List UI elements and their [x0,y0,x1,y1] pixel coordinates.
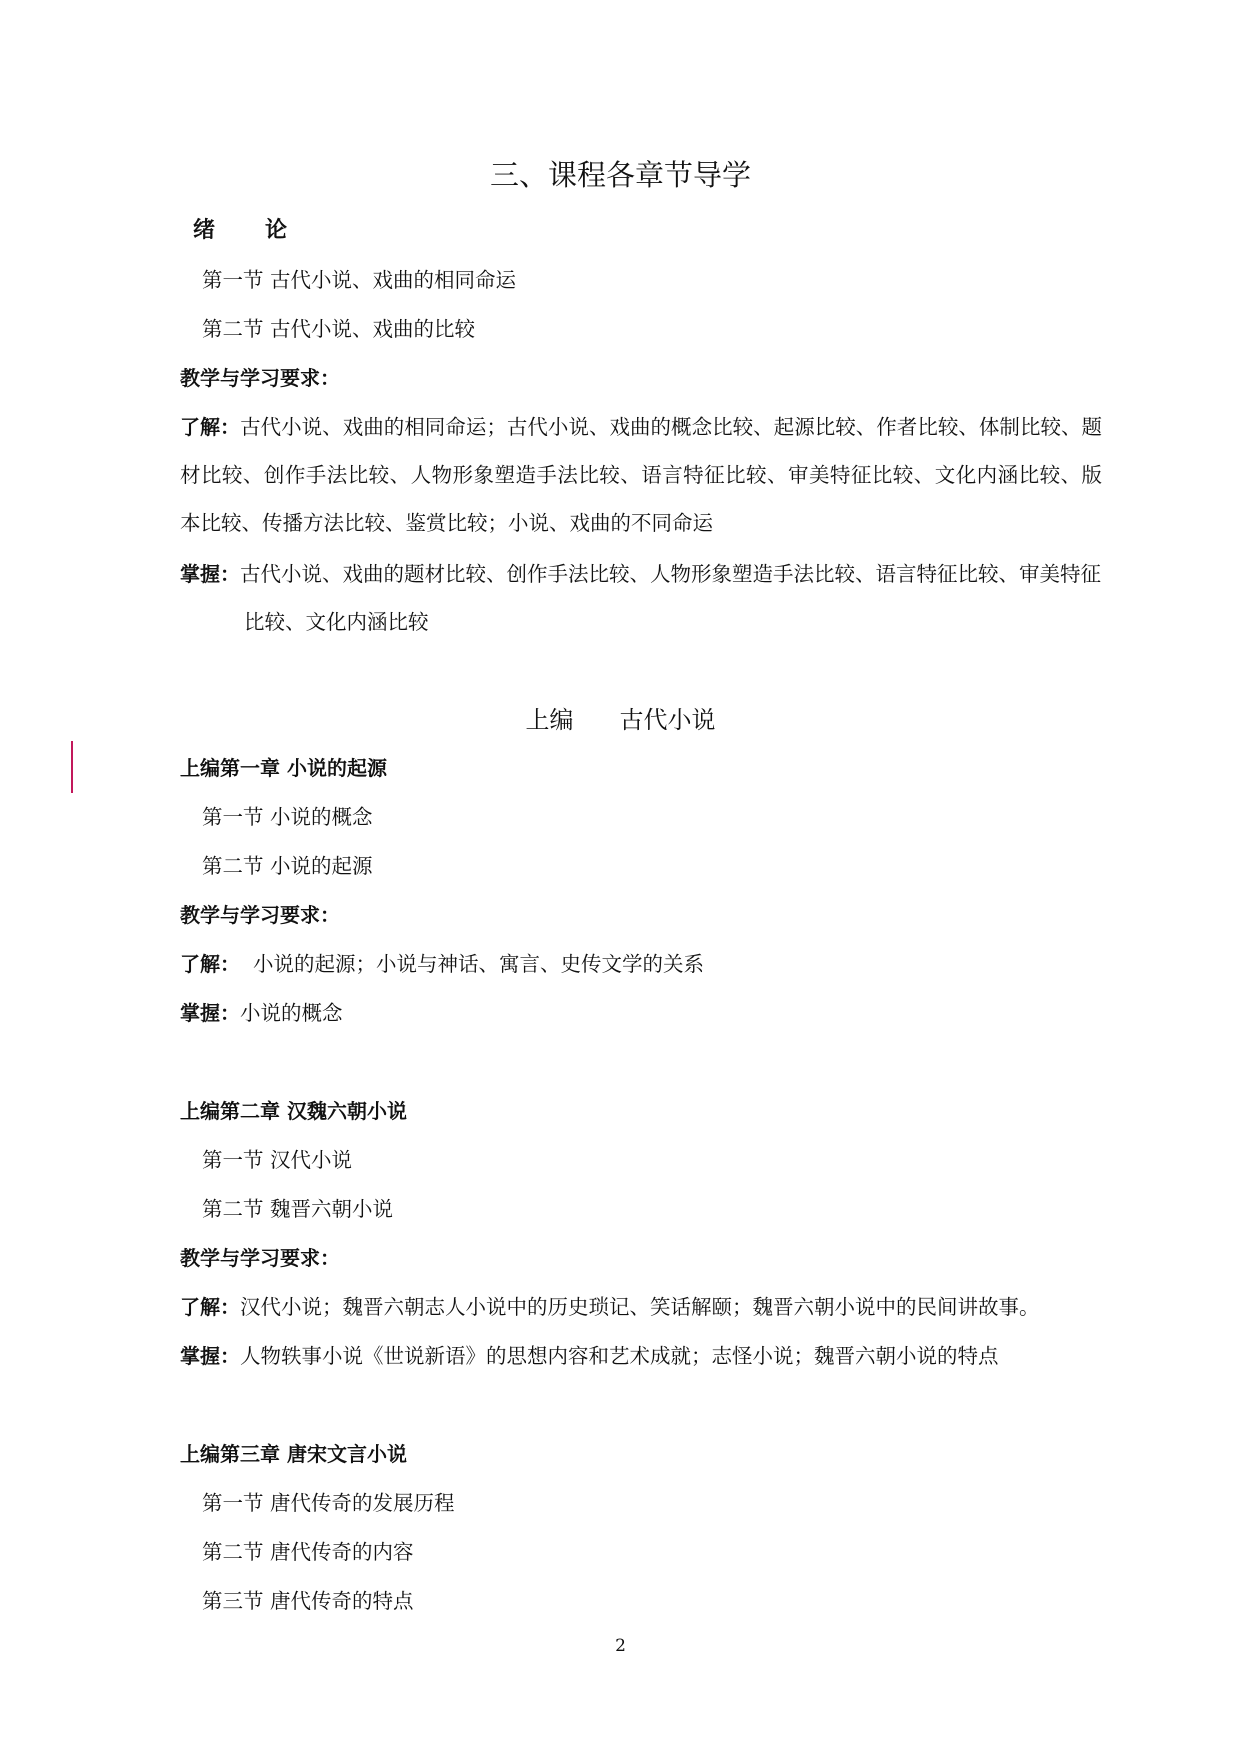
part-heading [0,705,1241,735]
page-title: 三、课程各章节导学 [489,158,751,192]
master-label: 掌握： [180,1001,240,1025]
chapter2-title: 上编第二章 汉魏六朝小说 [180,1099,407,1123]
understand-label: 了解： [180,952,240,976]
chapter2-understand [180,1294,1040,1320]
chapter3-section-3: 第三节 唐代传奇的特点 [202,1589,414,1613]
intro-requirements-label: 教学与学习要求： [180,366,340,390]
master-text: 小说的概念 [240,1001,343,1025]
margin-marker [71,741,73,793]
chapter3-section-2: 第二节 唐代传奇的内容 [202,1540,414,1564]
intro-section-1: 第一节 古代小说、戏曲的相同命运 [202,268,517,292]
chapter2-section-2: 第二节 魏晋六朝小说 [202,1197,394,1221]
understand-text: 古代小说、戏曲的相同命运；古代小说、戏曲的概念比较、起源比较、作者比较、体制比较、题材比较、创作手法比较、人物形象塑造手法比较、语言特征比较、审美特征比较、文化内涵比较、版本比较、传播方法比较、鉴赏比较；小说、戏曲的不同命运 [180,415,1103,535]
master-label: 掌握： [180,1344,240,1368]
understand-label: 了解： [180,1295,240,1319]
page-number: 2 [615,1636,626,1656]
master-text: 人物轶事小说《世说新语》的思想内容和艺术成就；志怪小说；魏晋六朝小说的特点 [240,1344,999,1368]
understand-label: 了解： [180,415,241,439]
understand-text: 小说的起源；小说与神话、寓言、史传文学的关系 [240,952,705,976]
intro-section-2: 第二节 古代小说、戏曲的比较 [202,317,476,341]
chapter1-understand [180,951,704,977]
chapter1-title: 上编第一章 小说的起源 [180,756,387,780]
intro-heading [193,218,287,244]
chapter1-section-2: 第二节 小说的起源 [202,854,373,878]
chapter3-section-1: 第一节 唐代传奇的发展历程 [202,1491,455,1515]
chapter2-master [180,1343,999,1369]
intro-heading-b: 论 [265,218,288,243]
intro-heading-a: 绪 [193,218,216,243]
chapter1-requirements-label: 教学与学习要求： [180,903,340,927]
part-title: 古代小说 [619,706,716,734]
master-label: 掌握： [180,562,240,586]
understand-text: 汉代小说；魏晋六朝志人小说中的历史琐记、笑话解颐；魏晋六朝小说中的民间讲故事。 [240,1295,1040,1319]
chapter1-master [180,1000,343,1026]
chapter3-title: 上编第三章 唐宋文言小说 [180,1442,407,1466]
intro-master-paragraph [180,550,1102,646]
part-label: 上编 [525,706,574,734]
chapter2-requirements-label: 教学与学习要求： [180,1246,340,1270]
intro-understand-paragraph [180,403,1102,547]
chapter2-section-1: 第一节 汉代小说 [202,1148,353,1172]
chapter1-section-1: 第一节 小说的概念 [202,805,373,829]
master-text: 古代小说、戏曲的题材比较、创作手法比较、人物形象塑造手法比较、语言特征比较、审美特征比较、文化内涵比较 [240,562,1101,634]
